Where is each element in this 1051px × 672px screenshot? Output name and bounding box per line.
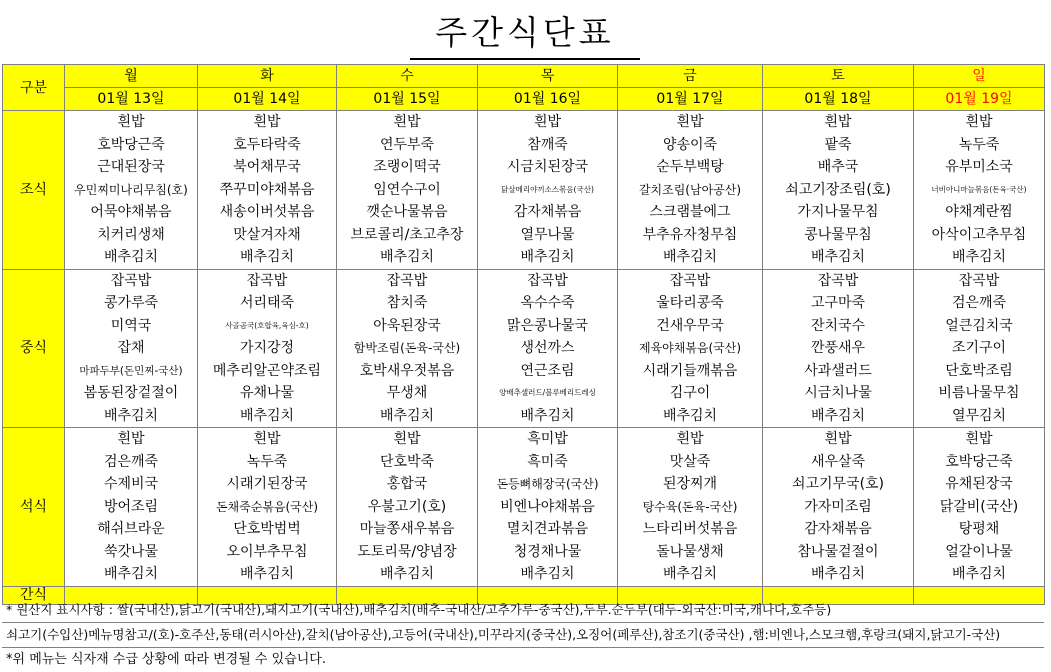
menu-item: 깐풍새우	[810, 340, 866, 356]
menu-item: 호박새우젓볶음	[359, 362, 455, 379]
category-header: 구분	[3, 65, 65, 111]
menu-item: 야채계란찜	[945, 204, 1013, 220]
menu-item: 흰밥	[393, 114, 421, 130]
menu-item: 배추김치	[662, 407, 718, 424]
menu-item: 쭈꾸미야채볶음	[219, 181, 315, 198]
menu-item: 흰밥	[824, 114, 852, 130]
day-header: 토	[763, 65, 914, 88]
menu-item: 잡채	[117, 340, 145, 356]
menu-item: 탕평채	[958, 521, 1000, 537]
day-menu-cell	[65, 111, 198, 270]
menu-item: 배추김치	[103, 249, 159, 265]
menu-item: 탕수육(돈육-국산)	[642, 499, 738, 514]
menu-item: 흑미밥	[527, 431, 568, 447]
menu-item: 홍합국	[386, 476, 428, 492]
menu-item: 김구이	[669, 385, 711, 401]
menu-item: 너비아니마늘볶음(돈육·국산)	[931, 184, 1027, 194]
menu-item: 해쉬브라운	[97, 521, 165, 537]
day-menu-cell	[914, 428, 1045, 587]
menu-item: 배추김치	[520, 407, 575, 424]
meal-row	[3, 111, 1045, 270]
menu-item: 돌나물생채	[656, 543, 724, 560]
menu-item: 유채나물	[239, 385, 295, 401]
menu-item: 배추김치	[379, 566, 435, 582]
menu-item: 방어조림	[103, 498, 159, 515]
menu-item: 배추김치	[103, 566, 159, 582]
menu-item: 시래기들깨볶음	[642, 362, 738, 379]
menu-item: 임연수구이	[373, 181, 441, 198]
page-title: 주간식단표	[410, 10, 640, 60]
menu-item: 스크램블에그	[649, 204, 731, 220]
menu-item: 흰밥	[965, 431, 993, 447]
menu-item: 배추김치	[810, 566, 866, 582]
menu-item: 수제비국	[103, 476, 159, 492]
day-menu-cell	[337, 111, 478, 270]
day-header: 화	[198, 65, 337, 88]
meal-label: 조식	[3, 111, 65, 270]
menu-item: 미역국	[110, 317, 152, 334]
menu-item: 잡곡밥	[246, 272, 288, 289]
menu-item: 느타리버섯볶음	[642, 521, 738, 537]
snack-label: 간식	[3, 586, 65, 604]
menu-item: 울타리콩죽	[656, 295, 724, 311]
day-menu-cell	[65, 269, 198, 428]
menu-item: 단호박죽	[379, 453, 435, 470]
menu-item: 배추국	[817, 159, 859, 175]
menu-item: 돈채죽순볶음(국산)	[215, 499, 319, 514]
menu-item: 잡곡밥	[527, 272, 568, 289]
menu-item: 연근조림	[520, 362, 575, 379]
day-header: 금	[618, 65, 763, 88]
day-menu-cell	[337, 428, 478, 587]
date-header: 01월 18일	[763, 88, 914, 111]
menu-item: 열무김치	[951, 407, 1007, 424]
day-menu-cell	[478, 269, 618, 428]
menu-item: 시금치된장국	[506, 159, 589, 175]
menu-item: 배추김치	[810, 407, 866, 424]
menu-item: 배추김치	[239, 407, 295, 424]
menu-item: 흰밥	[253, 114, 281, 130]
menu-item: 된장찌개	[662, 476, 718, 492]
menu-item: 우민찌미나리무침(호)	[74, 182, 188, 197]
menu-item: 잡곡밥	[386, 272, 428, 289]
menu-item: 건새우무국	[656, 317, 724, 334]
meal-row	[3, 428, 1045, 587]
menu-item: 콩나물무침	[804, 226, 872, 243]
menu-item: 배추김치	[239, 566, 295, 582]
day-menu-cell	[198, 269, 337, 428]
menu-item: 근대된장국	[97, 159, 165, 175]
menu-item: 북어채무국	[233, 159, 301, 175]
menu-item: 새송이버섯볶음	[219, 204, 315, 220]
day-menu-cell	[618, 111, 763, 270]
day-menu-cell	[763, 111, 914, 270]
day-header: 목	[478, 65, 618, 88]
menu-item: 단호박범벅	[233, 521, 301, 537]
menu-item: 팥죽	[824, 136, 852, 153]
menu-item: 호두타락죽	[233, 136, 301, 153]
menu-item: 청경채나물	[513, 543, 582, 560]
menu-item: 사골곰국(호합육,육심-호)	[225, 320, 309, 330]
menu-item: 흰밥	[393, 431, 421, 447]
menu-item: 치커리생채	[97, 226, 165, 243]
menu-item: 마늘쫑새우볶음	[359, 521, 455, 537]
menu-item: 흰밥	[676, 431, 704, 447]
menu-item: 맑은콩나물국	[506, 317, 589, 334]
menu-item: 닭갈비(국산)	[939, 498, 1019, 515]
date-header: 01월 14일	[198, 88, 337, 111]
menu-item: 흰밥	[533, 114, 562, 130]
day-header: 수	[337, 65, 478, 88]
menu-item: 생선까스	[520, 340, 575, 356]
menu-item: 시래기된장국	[226, 476, 308, 492]
menu-item: 배추김치	[662, 566, 718, 582]
menu-item: 흰밥	[824, 431, 852, 447]
meal-label: 중식	[3, 269, 65, 428]
menu-item: 검은깨죽	[103, 453, 159, 470]
menu-item: 검은깨죽	[951, 295, 1007, 311]
menu-item: 얼큰김치국	[945, 317, 1013, 334]
origin-note-detail: 쇠고기(수입산)메뉴명참고/(호)-호주산,동태(러시아산),갈치(남아공산),고등어(국내산),미꾸라지(중국산),오징어(페루산),참조기(중국산) ,햄:비엔나,스모크햄,후랑크(돼지,닭고기-국산)	[2, 623, 1044, 648]
menu-item: 열무나물	[520, 226, 575, 243]
menu-item: 흰밥	[117, 114, 145, 130]
menu-item: 감자채볶음	[513, 204, 582, 220]
menu-item: 어묵야채볶음	[90, 204, 172, 220]
menu-item: 잡곡밥	[958, 272, 1000, 289]
menu-item: 참치죽	[386, 295, 428, 311]
menu-item: 메추리알곤약조림	[212, 362, 322, 379]
menu-item: 유채된장국	[945, 476, 1013, 492]
day-menu-cell	[65, 428, 198, 587]
menu-item: 갈치조림(남아공산)	[638, 182, 742, 197]
menu-item: 비엔나야채볶음	[500, 498, 595, 515]
day-menu-cell	[478, 428, 618, 587]
menu-item: 아삭이고추무침	[931, 226, 1027, 243]
menu-item: 배추김치	[103, 407, 159, 424]
menu-item: 단호박조림	[945, 362, 1013, 379]
menu-item: 봄동된장겉절이	[83, 385, 179, 401]
menu-item: 유부미소국	[945, 159, 1013, 175]
menu-item: 닭살메리야끼소스볶음(국산)	[501, 184, 594, 194]
menu-item: 흰밥	[117, 431, 145, 447]
menu-item: 사과샐러드	[804, 362, 872, 379]
menu-item: 시금치나물	[804, 385, 872, 401]
day-menu-cell	[914, 111, 1045, 270]
day-menu-cell	[478, 111, 618, 270]
day-header: 일	[914, 65, 1045, 88]
menu-item: 쇠고기무국(호)	[791, 476, 885, 492]
menu-item: 오이부추무침	[226, 543, 308, 560]
menu-item: 배추김치	[379, 249, 435, 265]
menu-item: 멸치견과볶음	[506, 521, 589, 537]
meal-label: 석식	[3, 428, 65, 587]
menu-item: 참깨죽	[527, 136, 568, 153]
day-menu-cell	[618, 428, 763, 587]
menu-item: 우불고기(호)	[367, 498, 447, 515]
menu-item: 흰밥	[965, 114, 993, 130]
menu-item: 양배추샐러드/블루베리드레싱	[499, 388, 596, 397]
menu-item: 배추김치	[520, 249, 575, 265]
menu-item: 돈등뼈해장국(국산)	[496, 477, 599, 491]
menu-item: 배추김치	[951, 249, 1007, 265]
menu-item: 잔치국수	[810, 317, 866, 334]
menu-item: 잡곡밥	[669, 272, 711, 289]
date-header: 01월 19일	[914, 88, 1045, 111]
menu-item: 맛살겨자채	[233, 226, 301, 243]
day-menu-cell	[337, 269, 478, 428]
menu-item: 배추김치	[520, 566, 575, 582]
menu-item: 배추김치	[379, 407, 435, 424]
header-row-days	[3, 65, 1045, 88]
day-menu-cell	[914, 269, 1045, 428]
menu-item: 도토리묵/양념장	[357, 543, 457, 560]
menu-item: 가지강정	[239, 340, 295, 356]
menu-item: 배추김치	[662, 249, 718, 265]
menu-item: 가지나물무침	[797, 204, 879, 220]
menu-item: 순두부백탕	[656, 159, 724, 175]
date-header: 01월 13일	[65, 88, 198, 111]
menu-item: 참나물겉절이	[797, 543, 879, 560]
menu-item: 흰밥	[676, 114, 704, 130]
menu-item: 쑥갓나물	[103, 543, 159, 560]
date-header: 01월 16일	[478, 88, 618, 111]
menu-item: 콩가루죽	[103, 295, 159, 311]
menu-item: 잡곡밥	[110, 272, 152, 289]
menu-item: 녹두죽	[246, 453, 288, 470]
change-notice: *위 메뉴는 식자재 수급 상황에 따라 변경될 수 있습니다.	[6, 652, 326, 667]
menu-item: 연두부죽	[379, 136, 435, 153]
menu-item: 배추김치	[951, 566, 1007, 582]
menu-item: 쇠고기장조림(호)	[785, 181, 891, 198]
day-menu-cell	[198, 111, 337, 270]
meal-row	[3, 269, 1045, 428]
menu-item: 맛살죽	[669, 453, 711, 470]
weekly-menu-table	[2, 64, 1045, 605]
menu-item: 부추유자청무침	[642, 226, 738, 243]
menu-item: 조기구이	[951, 340, 1007, 356]
menu-item: 무생채	[386, 385, 428, 401]
menu-item: 아욱된장국	[373, 317, 441, 334]
origin-note: * 원산지 표시사항 : 쌀(국내산),닭고기(국내산),돼지고기(국내산),배추김치(배추-국내산/고추가루-중국산),두부.순두부(대두-외국산:미국,캐나다,호주등)	[2, 598, 1044, 623]
menu-item: 배추김치	[810, 249, 866, 265]
menu-item: 조랭이떡국	[373, 159, 441, 175]
day-menu-cell	[763, 428, 914, 587]
menu-item: 깻순나물볶음	[366, 204, 448, 220]
menu-item: 비름나물무침	[938, 385, 1020, 401]
menu-item: 함박조림(돈육-국산)	[353, 341, 461, 355]
menu-item: 녹두죽	[958, 136, 1000, 153]
day-menu-cell	[618, 269, 763, 428]
menu-item: 흰밥	[253, 431, 281, 447]
day-header: 월	[65, 65, 198, 88]
menu-item: 가자미조림	[804, 498, 872, 515]
menu-item: 양송이죽	[662, 136, 718, 153]
notes-section	[2, 598, 1044, 672]
date-header: 01월 17일	[618, 88, 763, 111]
menu-item: 새우살죽	[810, 453, 866, 470]
day-menu-cell	[198, 428, 337, 587]
menu-item: 흑미죽	[527, 453, 568, 470]
menu-item: 고구마죽	[810, 295, 866, 311]
menu-item: 호박당근죽	[945, 453, 1013, 470]
menu-item: 마파두부(돈민찌-국산)	[79, 364, 183, 377]
menu-item: 잡곡밥	[817, 272, 859, 289]
menu-item: 감자채볶음	[804, 521, 872, 537]
menu-item: 브로콜리/초고추장	[350, 226, 464, 243]
day-menu-cell	[763, 269, 914, 428]
date-header: 01월 15일	[337, 88, 478, 111]
menu-item: 얼갈이나물	[945, 543, 1013, 560]
menu-item: 배추김치	[239, 249, 295, 265]
menu-item: 호박당근죽	[97, 136, 165, 153]
menu-item: 제육야채볶음(국산)	[638, 341, 742, 355]
menu-item: 서리태죽	[239, 295, 295, 311]
header-row-dates	[3, 88, 1045, 111]
menu-item: 옥수수죽	[520, 295, 575, 311]
